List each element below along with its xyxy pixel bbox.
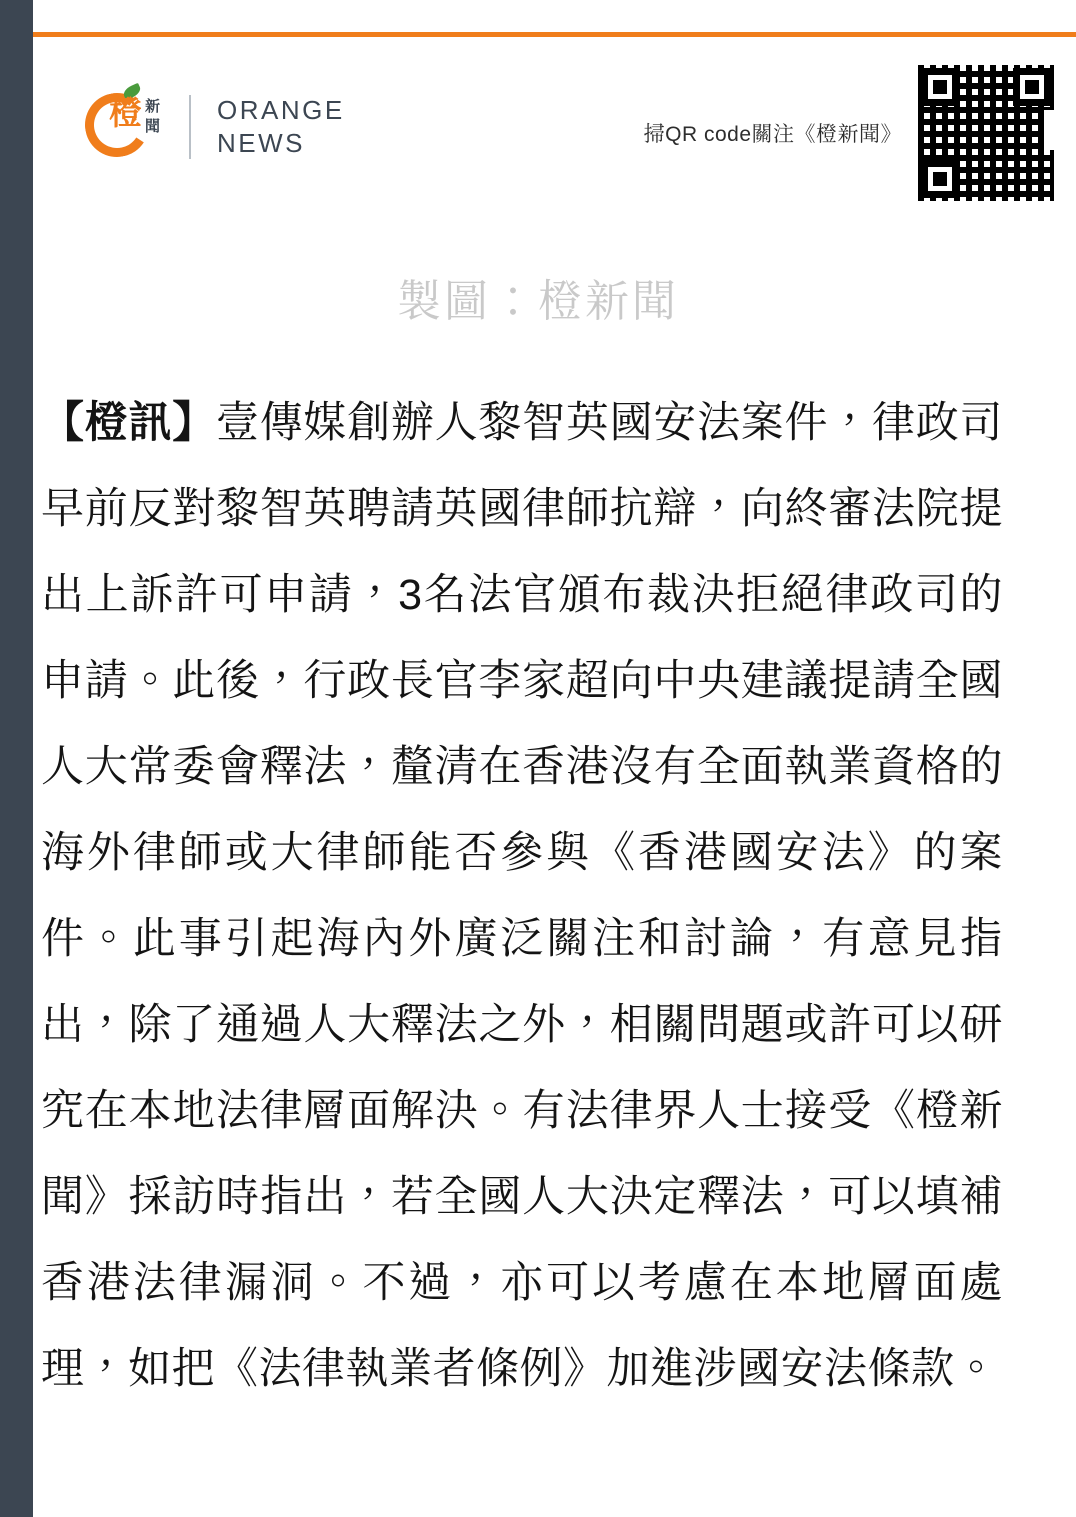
article-text: 壹傳媒創辦人黎智英國安法案件，律政司早前反對黎智英聘請英國律師抗辯，向終審法院提出上訴許可申請，3名法官頒布裁決拒絕律政司的申請。此後，行政長官李家超向中央建議提請全國人大常委會釋法，釐清在香港沒有全面執業資格的海外律師或大律師能否參與《香港國安法》的案件。此事引起海內外廣泛關注和討論，有意見指出，除了通過人大釋法之外，相關問題或許可以研究在本地法律層面解決。有法律界人士接受《橙新聞》採訪時指出，若全國人大決定釋法，可以填補香港法律漏洞。不過，亦可以考慮在本地層面處理，如把《法律執業者條例》加進涉國安法條款。 bbox=[41, 399, 1004, 1393]
qr-caption: 掃QR code關注《橙新聞》 bbox=[643, 123, 902, 146]
credit-watermark: 製圖：橙新聞 bbox=[397, 277, 679, 326]
orange-logo-icon bbox=[83, 85, 167, 169]
top-margin bbox=[33, 0, 1076, 32]
brand-name-line2: NEWS bbox=[217, 128, 305, 158]
page-header bbox=[33, 37, 1076, 212]
qr-quiet-zone bbox=[1044, 110, 1054, 150]
logo-character-top: 新 bbox=[144, 98, 159, 115]
article-paragraph bbox=[41, 380, 1003, 1412]
logo-character-bottom: 聞 bbox=[144, 118, 159, 135]
qr-code-icon bbox=[918, 65, 1054, 201]
logo-divider bbox=[189, 95, 191, 159]
lead-tag: 【橙訊】 bbox=[41, 399, 216, 447]
logo-character-main: 橙 bbox=[109, 94, 141, 131]
brand-name bbox=[217, 94, 345, 160]
qr-finder-bottom-left bbox=[921, 160, 959, 198]
qr-block bbox=[644, 65, 1054, 201]
logo-character bbox=[109, 94, 159, 153]
brand-logo bbox=[83, 85, 345, 169]
article-body bbox=[33, 380, 1033, 1412]
brand-name-line1: ORANGE bbox=[217, 95, 345, 125]
left-accent-rail bbox=[0, 0, 33, 1517]
